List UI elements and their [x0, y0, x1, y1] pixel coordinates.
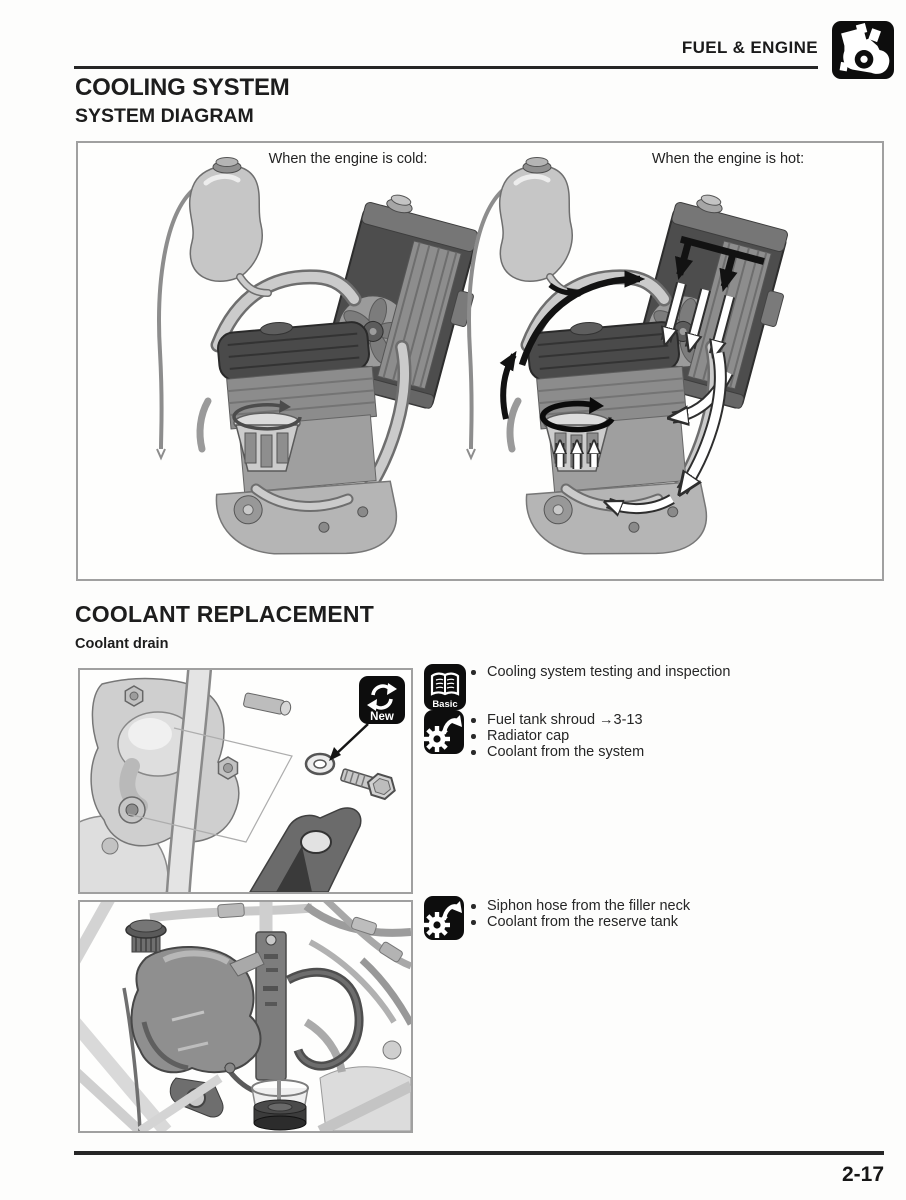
- cold-caption: When the engine is cold:: [268, 151, 428, 167]
- page-title: COOLING SYSTEM: [75, 74, 290, 101]
- drain-container: [252, 1080, 308, 1130]
- note-text: Fuel tank shroud →3-13: [487, 712, 643, 728]
- engine-icon-glyph: [832, 21, 894, 79]
- page-number: 2-17: [841, 1163, 884, 1186]
- bullet-dot: [471, 718, 476, 723]
- page-subtitle: SYSTEM DIAGRAM: [75, 105, 254, 127]
- engine-diagram-hot: [400, 157, 792, 563]
- stand-bracket: [250, 808, 361, 892]
- bullet-dot: [471, 904, 476, 909]
- notes-group-1: [468, 664, 730, 680]
- pointer-arrow: [334, 724, 368, 756]
- header-rule: [74, 66, 818, 69]
- section-title: COOLANT REPLACEMENT: [75, 601, 374, 627]
- list-item: [468, 728, 644, 744]
- note-text: Siphon hose from the filler neck: [487, 898, 691, 914]
- note-text: Coolant from the reserve tank: [487, 914, 679, 930]
- bullet-dot: [471, 920, 476, 925]
- bullet-dot: [471, 734, 476, 739]
- hot-caption: When the engine is hot:: [651, 151, 805, 167]
- note-text: Coolant from the system: [487, 744, 645, 760]
- footer-rule: [74, 1151, 884, 1155]
- notes-group-2: [468, 712, 644, 760]
- list-item: [468, 712, 644, 728]
- note-text: Radiator cap: [487, 728, 570, 744]
- reserve-tank-figure: [78, 900, 413, 1133]
- basic-badge-label: Basic: [432, 699, 458, 710]
- list-item: [468, 898, 690, 914]
- system-diagram-figure: [76, 141, 884, 581]
- new-parts-icon: [359, 676, 405, 724]
- new-badge-label: New: [370, 711, 394, 723]
- reference-book-icon: [424, 664, 466, 710]
- subsection-title: Coolant drain: [75, 636, 169, 652]
- bullet-dot: [471, 750, 476, 755]
- bullet-dot: [471, 670, 476, 675]
- note-text: Cooling system testing and inspection: [487, 664, 731, 680]
- notes-group-3: [468, 898, 690, 930]
- frame-bolt: [243, 693, 292, 716]
- remove-parts-icon: [424, 896, 464, 940]
- drain-bolt: [339, 764, 398, 801]
- header-section-title: FUEL & ENGINE: [681, 38, 818, 57]
- water-pump-cover: [91, 679, 239, 869]
- coolant-drain-figure: [78, 668, 413, 894]
- remove-parts-icon: [424, 710, 464, 754]
- list-item: [468, 914, 690, 930]
- reserve-tank-illustration: [80, 902, 411, 1131]
- list-item: [468, 744, 644, 760]
- engine-icon: [832, 21, 894, 79]
- list-item: [468, 664, 730, 680]
- reserve-tank: [126, 920, 264, 1072]
